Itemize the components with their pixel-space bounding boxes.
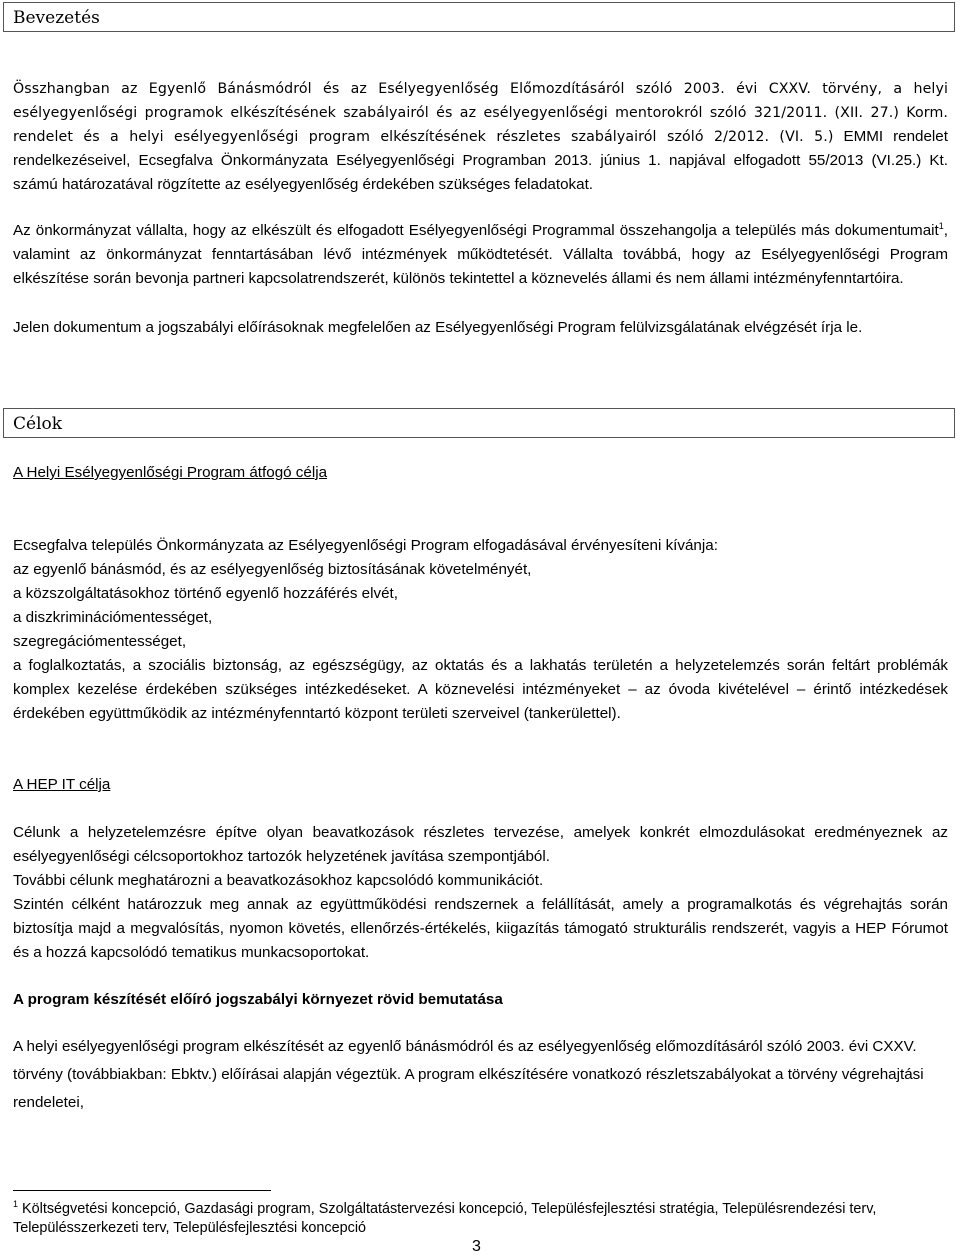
goals-list-line: Ecsegfalva település Önkormányzata az Esélyegyenlőségi Program elfogadásával érvényesíteni kívánja: [13,537,718,554]
subheading-hep-it: A HEP IT célja [13,776,111,793]
legal-paragraph: A helyi esélyegyenlőségi program elkészítését az egyenlő bánásmódról és az esélyegyenlőség előmozdításáról szóló 2003. évi CXXV. törvény (továbbiakban: Ebktv.) előírásai alapján végeztük. A program elkészítésére vonatkozó részletszabályokat a törvény végrehajtási rendeletei, [13,1038,924,1111]
hep-paragraph-1: Célunk a helyzetelemzésre építve olyan beavatkozások részletes tervezése, amelyek konkrét elmozdulásokat eredményeznek az esélyegyenlőségi célcsoportokhoz tartozók helyzetének javítása szempontjából. [13,824,948,865]
section-heading-bevezetes: Bevezetés [3,2,955,32]
goals-list [13,534,948,654]
hep-paragraph-2: További célunk meghatározni a beavatkozásokhoz kapcsolódó kommunikációt. [13,872,544,889]
subheading-program-goal: A Helyi Esélyegyenlőségi Program átfogó célja [13,464,328,481]
intro-paragraph-3: Jelen dokumentum a jogszabályi előírásoknak megfelelően az Esélyegyenlőségi Program felülvizsgálatának elvégzését írja le. [13,319,863,336]
intro-paragraph-2-part-b: , valamint az önkormányzat fenntartásában lévő intézmények működtetését. Vállalta továbbá, hogy az Esélyegyenlőségi Program elkészítése során bevonja partneri kapcsolatrendszerét, különös tekintettel a köznevelés állami és nem állami intézményfenntartóira. [13,222,948,287]
intro-paragraph-1-part-b: EMMI rendelet rendelkezéseivel, Ecsegfalva Önkormányzata Esélyegyenlőségi Programban 2013. június 1. napjával elfogadott 55/2013 (VI.25.) Kt. számú határozatával rögzítette az esélyegyenlőség érdekében szükséges feladatokat. [13,128,948,193]
footnote-separator [13,1190,271,1191]
footnote [13,1200,948,1238]
footnote-reference[interactable]: 1 [938,220,944,231]
intro-paragraph-2 [13,219,948,291]
goals-list-line: az egyenlő bánásmód, és az esélyegyenlőség biztosításának követelményét, [13,561,532,578]
footnote-text: Költségvetési koncepció, Gazdasági program, Szolgáltatástervezési koncepció, Településfejlesztési stratégia, Településrendezési terv, Településszerkezeti terv, Településfejlesztési koncepció [13,1201,877,1236]
intro-paragraph-1 [13,77,948,197]
page-number: 3 [472,1238,481,1255]
section-heading-celok: Célok [3,408,955,438]
goals-last-item: a foglalkoztatás, a szociális biztonság, az egészségügy, az oktatás és a lakhatás területén a helyzetelemzés során feltárt problémák komplex kezelése érdekében szükséges intézkedéseket. A köznevelési intézményeket – az óvoda kivételével – érintő intézkedések érdekében együttműködik az intézményfenntartó központ területi szerveivel (tankerülettel). [13,657,948,722]
footnote-mark: 1 [13,1199,19,1210]
intro-paragraph-1-part-a: Összhangban az Egyenlő Bánásmódról és az Esélyegyenlőség Előmozdításáról szóló 2003. évi CXXV. törvény, a helyi esélyegyenlőségi programok elkészítésének szabályairól és az esélyegyenlőségi mentorokról szóló 321/2011. (XII. 27.) Korm. rendelet és a helyi esélyegyenlőségi program elkészítésének részletes szabályairól szóló 2/2012. (VI. 5.) [13,81,948,145]
hep-paragraph-3: Szintén célként határozzuk meg annak az együttműködési rendszernek a felállítását, amely a programalkotás és végrehajtás során biztosítja majd a megvalósítás, nyomon követés, ellenőrzés-értékelés, kiigazítás támogató strukturális rendszerét, vagyis a HEP Fórumot és a hozzá kapcsolódó tematikus munkacsoportokat. [13,896,948,961]
goals-list-line: a közszolgáltatásokhoz történő egyenlő hozzáférés elvét, [13,585,398,602]
goals-list-line: szegregációmentességet, [13,633,187,650]
goals-list-line: a diszkriminációmentességet, [13,609,213,626]
intro-paragraph-2-part-a: Az önkormányzat vállalta, hogy az elkészült és elfogadott Esélyegyenlőségi Programmal összehangolja a település más dokumentumait [13,222,939,239]
subheading-legal-environment: A program készítését előíró jogszabályi környezet rövid bemutatása [13,991,503,1008]
